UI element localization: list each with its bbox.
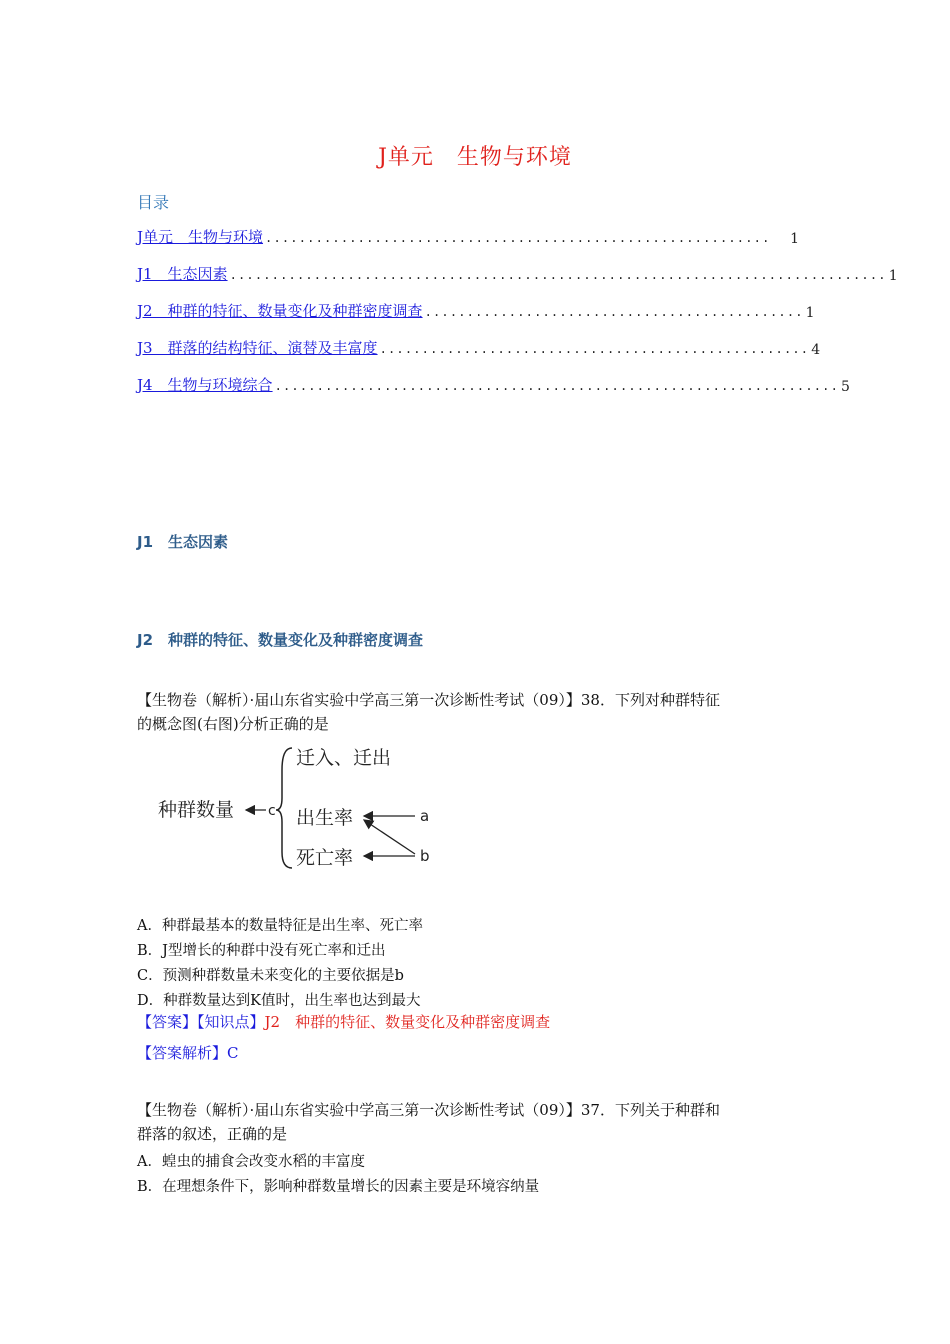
toc-link[interactable]: J1 生态因素 [137, 265, 228, 283]
answer-explanation: 【答案解析】C [137, 1044, 239, 1062]
option-a: A．种群最基本的数量特征是出生率、死亡率 [137, 918, 423, 934]
option-c: C．预测种群数量未来变化的主要依据是b [137, 968, 404, 984]
question-38-stem [137, 688, 817, 736]
diagram-immigration-label: 迁入、迁出 [296, 747, 392, 769]
diagram-brace [276, 748, 292, 868]
question-stem-line: 【生物卷（解析）·届山东省实验中学高三第一次诊断性考试（09）】38．下列对种群特征 [137, 691, 720, 709]
toc-entry[interactable] [137, 373, 850, 395]
section-heading-j2: J2 种群的特征、数量变化及种群密度调查 [137, 631, 424, 649]
toc-dots: .............................................................................. [229, 268, 887, 282]
toc-dots: ................................................... [379, 342, 810, 356]
toc-entry[interactable] [137, 262, 898, 284]
toc-dots: ............................................................ [265, 231, 771, 245]
toc-entry[interactable] [137, 336, 821, 358]
toc-page-number: 4 [811, 342, 821, 358]
toc-entry[interactable] [137, 225, 799, 247]
diagram-root-label: 种群数量 [158, 799, 235, 821]
question-stem-line: 的概念图(右图)分析正确的是 [137, 715, 329, 733]
section-heading-j1: J1 生态因素 [137, 533, 229, 551]
diagram-label-b: b [420, 847, 430, 865]
question-37-stem [137, 1098, 817, 1146]
toc-page-number: 5 [841, 379, 850, 395]
option-b: B．在理想条件下，影响种群数量增长的因素主要是环境容纳量 [137, 1179, 540, 1195]
answer-line [137, 1011, 550, 1032]
page-title: J单元 生物与环境 [378, 145, 572, 170]
diagram-death-label: 死亡率 [296, 847, 354, 869]
diagram-label-c: c [268, 803, 276, 819]
toc-link[interactable]: J4 生物与环境综合 [137, 376, 273, 394]
toc-link[interactable]: J单元 生物与环境 [137, 228, 264, 246]
toc-heading: 目录 [137, 193, 170, 212]
option-b: B．J型增长的种群中没有死亡率和迁出 [137, 943, 386, 959]
diagram-label-a: a [420, 807, 430, 825]
toc-dots: ................................................................... [274, 379, 840, 393]
toc-page-number: 1 [790, 231, 799, 247]
population-concept-diagram [150, 740, 450, 880]
answer-prefix: 【答案】【知识点】 [137, 1013, 265, 1031]
diagram-birth-label: 出生率 [296, 807, 354, 829]
toc-link[interactable]: J3 群落的结构特征、演替及丰富度 [137, 339, 378, 357]
option-a: A．蝗虫的捕食会改变水稻的丰富度 [137, 1154, 365, 1170]
answer-topic: J2 种群的特征、数量变化及种群密度调查 [264, 1013, 551, 1031]
toc-page-number: 1 [805, 305, 815, 321]
option-d: D．种群数量达到K值时，出生率也达到最大 [137, 993, 421, 1009]
toc-page-number: 1 [888, 268, 898, 284]
question-stem-line: 【生物卷（解析）·届山东省实验中学高三第一次诊断性考试（09）】37．下列关于种群和 [137, 1101, 720, 1119]
question-stem-line: 群落的叙述，正确的是 [137, 1125, 288, 1143]
toc-link[interactable]: J2 种群的特征、数量变化及种群密度调查 [137, 302, 423, 320]
toc-dots: ............................................. [424, 305, 804, 319]
diagram-arrow-b-birth [364, 820, 415, 854]
toc-entry[interactable] [137, 299, 815, 321]
